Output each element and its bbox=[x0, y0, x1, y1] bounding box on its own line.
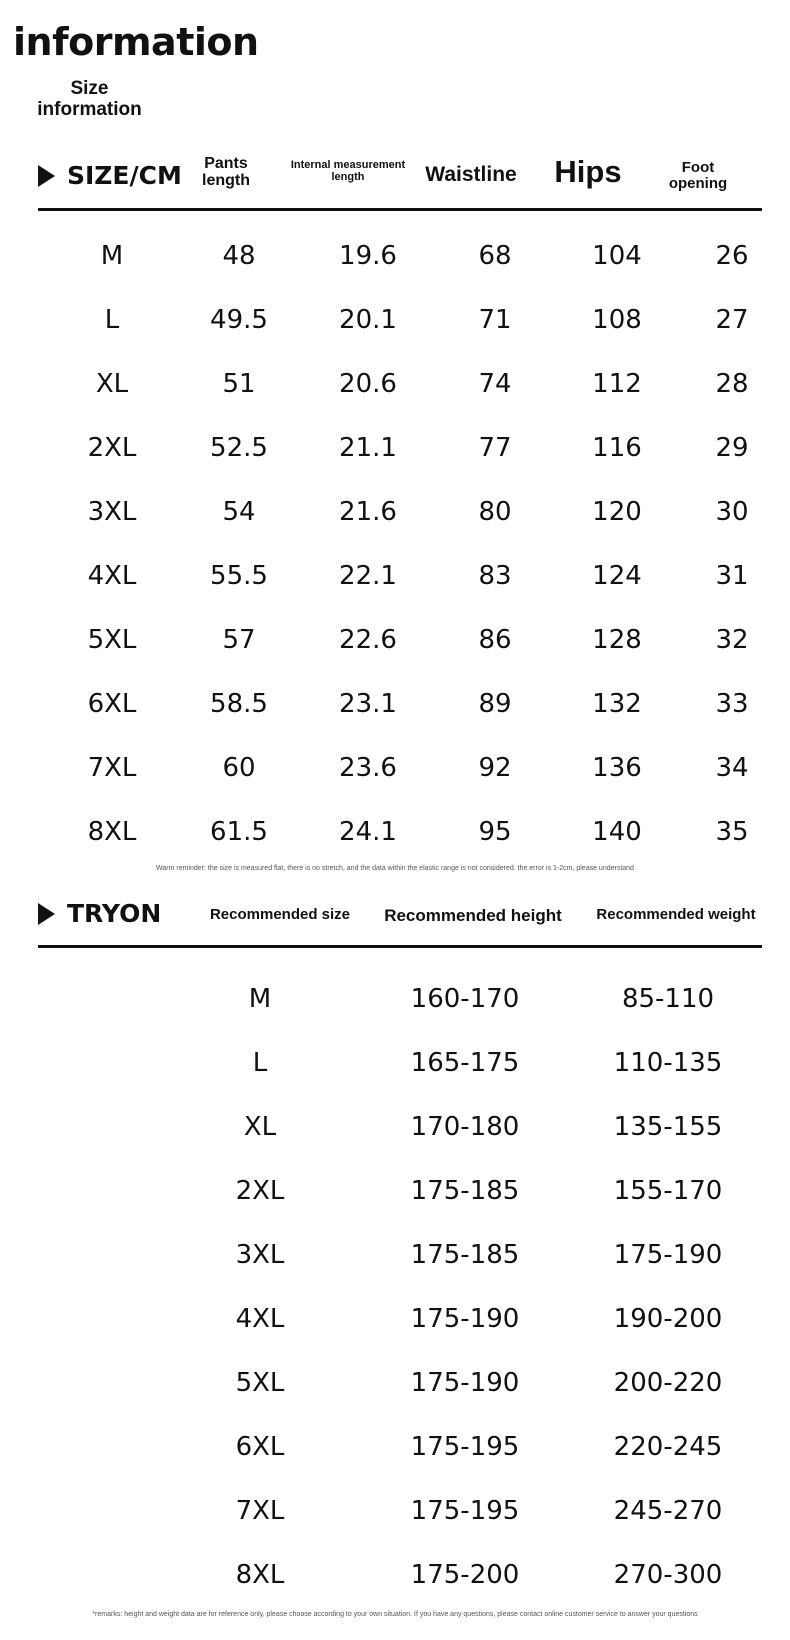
cell-recommended-size: L bbox=[252, 1048, 268, 1078]
cell-recommended-height: 175-195 bbox=[410, 1432, 520, 1462]
cell-size: 5XL bbox=[87, 625, 137, 655]
cell-recommended-size: 8XL bbox=[235, 1560, 285, 1590]
cell-hips: 140 bbox=[592, 817, 642, 847]
cell-internal-length: 23.1 bbox=[339, 689, 397, 719]
cell-recommended-size: XL bbox=[243, 1112, 277, 1142]
cell-foot-opening: 35 bbox=[715, 817, 749, 847]
table-row bbox=[0, 1095, 790, 1159]
cell-recommended-weight: 270-300 bbox=[613, 1560, 723, 1590]
tryon-table-note: *remarks: height and weight data are for reference only, please choose according to your own situation. If you have any questions, please contact online customer service to answer your questions bbox=[92, 1611, 698, 1618]
size-section-label-text: SIZE/CM bbox=[67, 161, 182, 190]
cell-internal-length: 21.1 bbox=[339, 433, 397, 463]
cell-recommended-weight: 200-220 bbox=[613, 1368, 723, 1398]
cell-pants-length: 49.5 bbox=[210, 305, 268, 335]
cell-recommended-weight: 245-270 bbox=[613, 1496, 723, 1526]
cell-recommended-height: 175-185 bbox=[410, 1176, 520, 1206]
cell-size: L bbox=[104, 305, 120, 335]
cell-pants-length: 52.5 bbox=[210, 433, 268, 463]
cell-internal-length: 20.6 bbox=[339, 369, 397, 399]
cell-recommended-size: 6XL bbox=[235, 1432, 285, 1462]
table-row bbox=[0, 672, 790, 736]
cell-recommended-height: 160-170 bbox=[410, 984, 520, 1014]
table-row bbox=[0, 416, 790, 480]
table-row bbox=[0, 967, 790, 1031]
cell-foot-opening: 31 bbox=[715, 561, 749, 591]
cell-size: XL bbox=[95, 369, 129, 399]
cell-recommended-height: 175-190 bbox=[410, 1368, 520, 1398]
cell-recommended-height: 175-185 bbox=[410, 1240, 520, 1270]
cell-waistline: 80 bbox=[478, 497, 512, 527]
cell-internal-length: 20.1 bbox=[339, 305, 397, 335]
table-row bbox=[0, 352, 790, 416]
cell-waistline: 95 bbox=[478, 817, 512, 847]
cell-recommended-size: 3XL bbox=[235, 1240, 285, 1270]
cell-foot-opening: 30 bbox=[715, 497, 749, 527]
table-row bbox=[0, 1351, 790, 1415]
cell-hips: 120 bbox=[592, 497, 642, 527]
table-row bbox=[0, 800, 790, 864]
cell-recommended-height: 170-180 bbox=[410, 1112, 520, 1142]
cell-recommended-height: 175-200 bbox=[410, 1560, 520, 1590]
cell-size: 2XL bbox=[87, 433, 137, 463]
tryon-section-label bbox=[38, 899, 161, 928]
cell-recommended-weight: 110-135 bbox=[613, 1048, 723, 1078]
cell-foot-opening: 34 bbox=[715, 753, 749, 783]
cell-hips: 112 bbox=[592, 369, 642, 399]
cell-recommended-size: M bbox=[248, 984, 272, 1014]
cell-size: 6XL bbox=[87, 689, 137, 719]
tryon-table-header bbox=[38, 885, 762, 948]
size-table-note: Warm reminder: the size is measured flat, there is no stretch, and the data within the elastic range is not considered. the error is 1-2cm, please understand bbox=[156, 865, 634, 872]
cell-recommended-weight: 190-200 bbox=[613, 1304, 723, 1334]
cell-pants-length: 54 bbox=[222, 497, 256, 527]
table-row bbox=[0, 544, 790, 608]
cell-waistline: 86 bbox=[478, 625, 512, 655]
table-row bbox=[0, 1479, 790, 1543]
header-recommended-height: Recommended height bbox=[384, 906, 562, 925]
cell-waistline: 83 bbox=[478, 561, 512, 591]
table-row bbox=[0, 288, 790, 352]
cell-size: 3XL bbox=[87, 497, 137, 527]
header-internal-length: Internal measurement length bbox=[290, 159, 406, 183]
cell-internal-length: 23.6 bbox=[339, 753, 397, 783]
cell-foot-opening: 32 bbox=[715, 625, 749, 655]
cell-recommended-height: 165-175 bbox=[410, 1048, 520, 1078]
cell-foot-opening: 29 bbox=[715, 433, 749, 463]
cell-foot-opening: 26 bbox=[715, 241, 749, 271]
cell-hips: 128 bbox=[592, 625, 642, 655]
cell-waistline: 74 bbox=[478, 369, 512, 399]
table-row bbox=[0, 1031, 790, 1095]
cell-internal-length: 22.1 bbox=[339, 561, 397, 591]
header-hips: Hips bbox=[554, 154, 622, 189]
cell-recommended-weight: 135-155 bbox=[613, 1112, 723, 1142]
cell-recommended-height: 175-190 bbox=[410, 1304, 520, 1334]
table-row bbox=[0, 1223, 790, 1287]
cell-recommended-weight: 175-190 bbox=[613, 1240, 723, 1270]
cell-pants-length: 60 bbox=[222, 753, 256, 783]
header-pants-length: Pants length bbox=[202, 155, 250, 189]
cell-foot-opening: 28 bbox=[715, 369, 749, 399]
table-row bbox=[0, 480, 790, 544]
cell-hips: 116 bbox=[592, 433, 642, 463]
cell-internal-length: 21.6 bbox=[339, 497, 397, 527]
cell-pants-length: 55.5 bbox=[210, 561, 268, 591]
cell-recommended-size: 2XL bbox=[235, 1176, 285, 1206]
header-recommended-weight: Recommended weight bbox=[596, 906, 756, 923]
table-row bbox=[0, 1287, 790, 1351]
cell-recommended-weight: 85-110 bbox=[621, 984, 715, 1014]
cell-hips: 136 bbox=[592, 753, 642, 783]
triangle-right-icon bbox=[38, 165, 55, 187]
cell-foot-opening: 33 bbox=[715, 689, 749, 719]
cell-size: 7XL bbox=[87, 753, 137, 783]
cell-pants-length: 57 bbox=[222, 625, 256, 655]
cell-size: 4XL bbox=[87, 561, 137, 591]
header-waistline: Waistline bbox=[425, 163, 517, 186]
tryon-section-label-text: TRYON bbox=[67, 899, 162, 928]
size-table-header bbox=[38, 148, 762, 211]
cell-hips: 132 bbox=[592, 689, 642, 719]
cell-recommended-weight: 155-170 bbox=[613, 1176, 723, 1206]
cell-recommended-size: 5XL bbox=[235, 1368, 285, 1398]
cell-recommended-height: 175-195 bbox=[410, 1496, 520, 1526]
cell-waistline: 89 bbox=[478, 689, 512, 719]
cell-recommended-size: 4XL bbox=[235, 1304, 285, 1334]
header-foot-opening: Foot opening bbox=[668, 159, 728, 192]
cell-pants-length: 58.5 bbox=[210, 689, 268, 719]
cell-recommended-size: 7XL bbox=[235, 1496, 285, 1526]
table-row bbox=[0, 1543, 790, 1607]
cell-size: M bbox=[100, 241, 124, 271]
size-section-label bbox=[38, 161, 182, 190]
table-row bbox=[0, 1159, 790, 1223]
triangle-right-icon bbox=[38, 903, 55, 925]
table-row bbox=[0, 608, 790, 672]
cell-hips: 124 bbox=[592, 561, 642, 591]
cell-foot-opening: 27 bbox=[715, 305, 749, 335]
cell-internal-length: 22.6 bbox=[339, 625, 397, 655]
cell-pants-length: 61.5 bbox=[210, 817, 268, 847]
cell-waistline: 77 bbox=[478, 433, 512, 463]
cell-internal-length: 19.6 bbox=[339, 241, 397, 271]
cell-size: 8XL bbox=[87, 817, 137, 847]
cell-internal-length: 24.1 bbox=[339, 817, 397, 847]
header-recommended-size: Recommended size bbox=[209, 906, 351, 923]
cell-waistline: 68 bbox=[478, 241, 512, 271]
table-row bbox=[0, 736, 790, 800]
cell-waistline: 92 bbox=[478, 753, 512, 783]
cell-pants-length: 51 bbox=[222, 369, 256, 399]
cell-pants-length: 48 bbox=[222, 241, 256, 271]
table-row bbox=[0, 1415, 790, 1479]
cell-hips: 104 bbox=[592, 241, 642, 271]
page-subtitle: Size information bbox=[37, 78, 142, 120]
cell-hips: 108 bbox=[592, 305, 642, 335]
cell-recommended-weight: 220-245 bbox=[613, 1432, 723, 1462]
table-row bbox=[0, 224, 790, 288]
cell-waistline: 71 bbox=[478, 305, 512, 335]
page-title: information bbox=[13, 20, 259, 64]
